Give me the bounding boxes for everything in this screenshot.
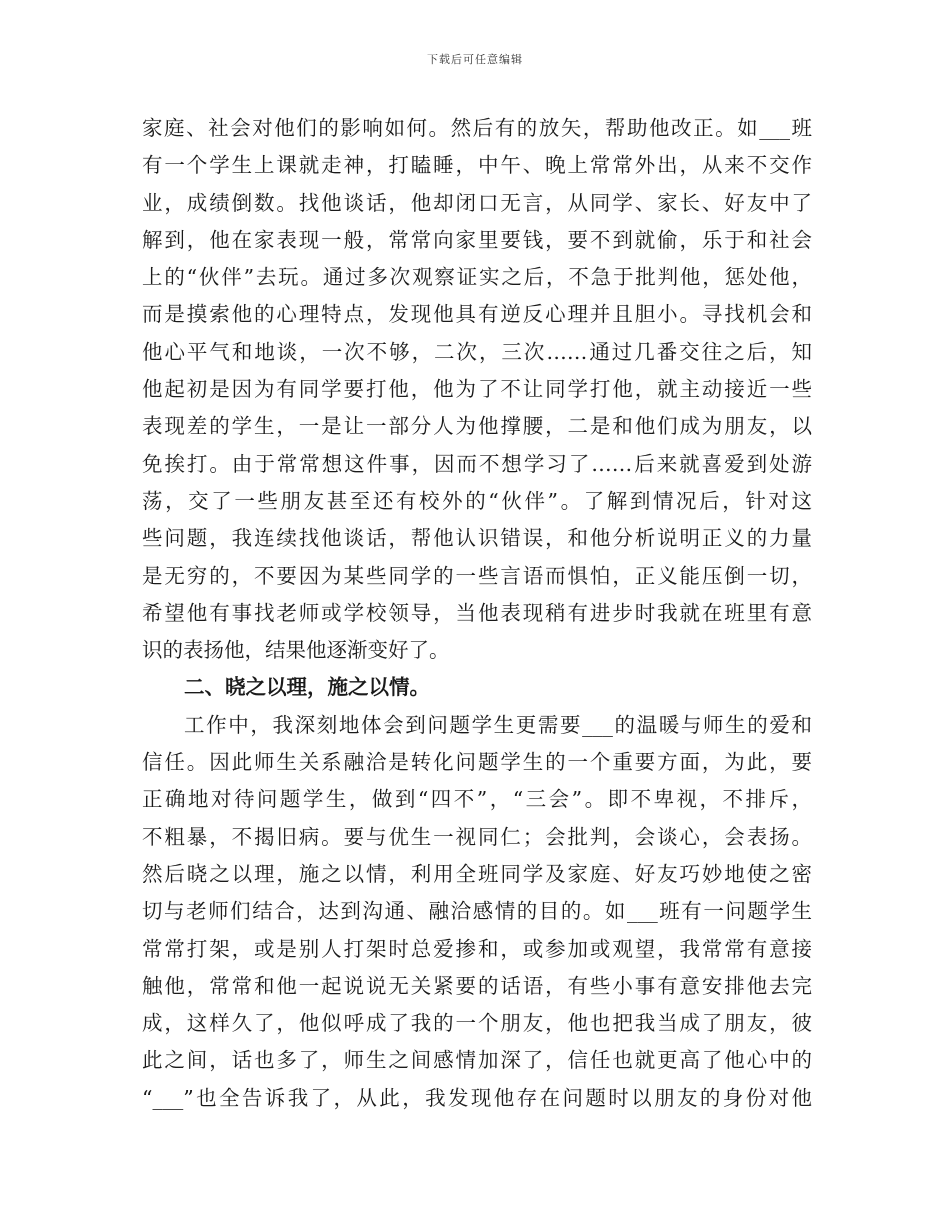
text-line: 触他，常常和他一起说说无关紧要的话语，有些小事有意安排他去完	[142, 973, 812, 998]
text-line: 工作中，我深刻地体会到问题学生更需要___的温暖与师生的爱和	[184, 712, 812, 737]
text-line: 解到，他在家表现一般，常常向家里要钱，要不到就偷，乐于和社会	[142, 227, 812, 252]
text-line: 是无穷的，不要因为某些同学的一些言语而惧怕，正义能压倒一切，	[142, 563, 812, 588]
text-line: 希望他有事找老师或学校领导，当他表现稍有进步时我就在班里有意	[142, 600, 812, 625]
page-header: 下载后可任意编辑	[427, 53, 523, 66]
text-line: 上的“伙伴”去玩。通过多次观察证实之后，不急于批判他，惩处他，	[142, 265, 812, 290]
text-line: 家庭、社会对他们的影响如何。然后有的放矢，帮助他改正。如___班	[142, 116, 812, 140]
text-line: 切与老师们结合，达到沟通、融洽感情的目的。如___班有一问题学生	[142, 899, 812, 924]
text-line: “___”也全告诉我了，从此，我发现他存在问题时以朋友的身份对他	[142, 1085, 812, 1110]
text-line: 不粗暴，不揭旧病。要与优生一视同仁；会批判，会谈心，会表扬。	[142, 824, 812, 849]
section-heading: 二、晓之以理，施之以情。	[184, 675, 430, 700]
text-line: 荡，交了一些朋友甚至还有校外的“伙伴”。了解到情况后，针对这	[142, 488, 812, 513]
text-line: 而是摸索他的心理特点，发现他具有逆反心理并且胆小。寻找机会和	[142, 302, 812, 327]
body-text	[142, 110, 812, 1117]
text-line: 表现差的学生，一是让一部分人为他撑腰，二是和他们成为朋友，以	[142, 414, 812, 439]
text-line: 成，这样久了，他似呼成了我的一个朋友，他也把我当成了朋友，彼	[142, 1011, 812, 1036]
text-line: 有一个学生上课就走神，打瞌睡，中午、晚上常常外出，从来不交作	[142, 153, 812, 178]
text-line: 信任。因此师生关系融洽是转化问题学生的一个重要方面，为此，要	[142, 750, 812, 775]
text-line: 些问题，我连续找他谈话，帮他认识错误，和他分析说明正义的力量	[142, 526, 812, 551]
text-line: 免挨打。由于常常想这件事，因而不想学习了……后来就喜爱到处游	[142, 451, 812, 476]
text-line: 识的表扬他，结果他逐渐变好了。	[142, 638, 450, 663]
text-line: 正确地对待问题学生，做到“四不”，“三会”。即不卑视，不排斥，	[142, 787, 812, 812]
text-line: 他起初是因为有同学要打他，他为了不让同学打他，就主动接近一些	[142, 377, 812, 402]
text-line: 业，成绩倒数。找他谈话，他却闭口无言，从同学、家长、好友中了	[142, 190, 812, 215]
text-line: 他心平气和地谈，一次不够，二次，三次……通过几番交往之后，知	[142, 339, 812, 364]
text-line: 此之间，话也多了，师生之间感情加深了，信任也就更高了他心中的	[142, 1048, 812, 1073]
text-line: 然后晓之以理，施之以情，利用全班同学及家庭、好友巧妙地使之密	[142, 861, 812, 886]
text-line: 常常打架，或是别人打架时总爱掺和，或参加或观望，我常常有意接	[142, 936, 812, 961]
